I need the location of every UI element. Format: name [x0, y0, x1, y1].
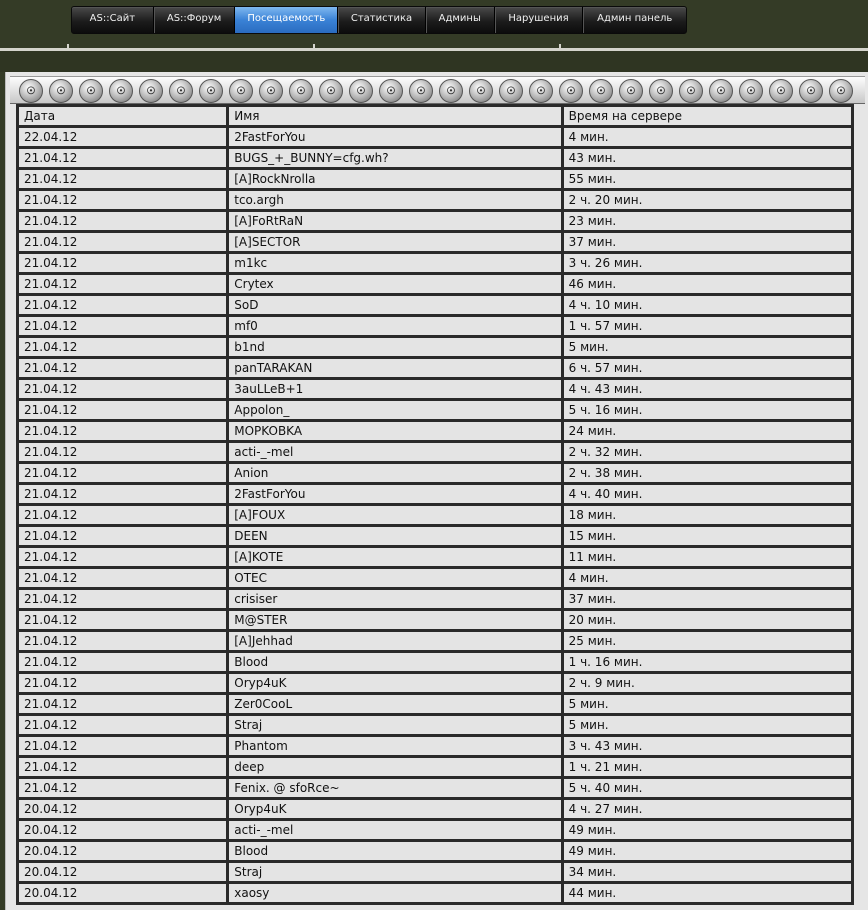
cell-date: 21.04.12 — [19, 653, 226, 671]
table-row — [19, 653, 851, 671]
cell-name: Straj — [229, 716, 560, 734]
table-row — [19, 569, 851, 587]
cell-name: Phantom — [229, 737, 560, 755]
cell-date: 21.04.12 — [19, 590, 226, 608]
cell-date: 21.04.12 — [19, 254, 226, 272]
cell-name: deep — [229, 758, 560, 776]
emblem-icon: ☉ — [349, 77, 379, 104]
cell-date: 20.04.12 — [19, 821, 226, 839]
cell-name: b1nd — [229, 338, 560, 356]
cell-name: acti-_-mel — [229, 443, 560, 461]
cell-name: BUGS_+_BUNNY=cfg.wh? — [229, 149, 560, 167]
cell-time: 49 мин. — [564, 821, 851, 839]
cell-time: 5 ч. 40 мин. — [564, 779, 851, 797]
table-row — [19, 254, 851, 272]
emblem-icon: ☉ — [289, 77, 319, 104]
cell-name: DEEN — [229, 527, 560, 545]
emblem-icon: ☉ — [49, 77, 79, 104]
cell-name: [A]FoRtRaN — [229, 212, 560, 230]
cell-time: 25 мин. — [564, 632, 851, 650]
emblem-icon: ☉ — [679, 77, 709, 104]
nav-admins[interactable]: Админы — [426, 7, 495, 33]
table-row — [19, 401, 851, 419]
table-row — [19, 737, 851, 755]
cell-date: 21.04.12 — [19, 506, 226, 524]
cell-time: 23 мин. — [564, 212, 851, 230]
cell-name: Appolon_ — [229, 401, 560, 419]
cell-name: SoD — [229, 296, 560, 314]
cell-name: Oryp4uK — [229, 674, 560, 692]
cell-name: crisiser — [229, 590, 560, 608]
cell-date: 20.04.12 — [19, 800, 226, 818]
cell-date: 21.04.12 — [19, 674, 226, 692]
table-row — [19, 611, 851, 629]
table-row — [19, 317, 851, 335]
cell-time: 4 мин. — [564, 128, 851, 146]
cell-time: 4 ч. 27 мин. — [564, 800, 851, 818]
cell-date: 21.04.12 — [19, 275, 226, 293]
cell-time: 3 ч. 26 мин. — [564, 254, 851, 272]
table-row — [19, 527, 851, 545]
nav-violations[interactable]: Нарушения — [495, 7, 584, 33]
emblem-icon: ☉ — [799, 77, 829, 104]
cell-time: 11 мин. — [564, 548, 851, 566]
cell-date: 21.04.12 — [19, 338, 226, 356]
table-row — [19, 485, 851, 503]
cell-date: 20.04.12 — [19, 884, 226, 902]
cell-name: Zer0CooL — [229, 695, 560, 713]
cell-time: 6 ч. 57 мин. — [564, 359, 851, 377]
cell-time: 46 мин. — [564, 275, 851, 293]
cell-name: [A]RockNrolla — [229, 170, 560, 188]
cell-name: 2FastForYou — [229, 128, 560, 146]
cell-time: 5 мин. — [564, 716, 851, 734]
cell-date: 21.04.12 — [19, 758, 226, 776]
cell-date: 21.04.12 — [19, 527, 226, 545]
cell-time: 18 мин. — [564, 506, 851, 524]
cell-name: 2FastForYou — [229, 485, 560, 503]
table-row — [19, 464, 851, 482]
cell-time: 1 ч. 21 мин. — [564, 758, 851, 776]
table-row — [19, 422, 851, 440]
cell-time: 15 мин. — [564, 527, 851, 545]
table-row — [19, 443, 851, 461]
emblem-icon: ☉ — [619, 77, 649, 104]
cell-date: 21.04.12 — [19, 401, 226, 419]
cell-date: 21.04.12 — [19, 233, 226, 251]
table-row — [19, 779, 851, 797]
cell-date: 21.04.12 — [19, 443, 226, 461]
table-row — [19, 863, 851, 881]
cell-date: 21.04.12 — [19, 485, 226, 503]
cell-name: acti-_-mel — [229, 821, 560, 839]
table-row — [19, 548, 851, 566]
content-panel — [5, 72, 868, 910]
emblem-icon: ☉ — [79, 77, 109, 104]
cell-date: 21.04.12 — [19, 611, 226, 629]
table-row — [19, 380, 851, 398]
table-row — [19, 191, 851, 209]
cell-time: 2 ч. 32 мин. — [564, 443, 851, 461]
cell-name: Anion — [229, 464, 560, 482]
cell-date: 21.04.12 — [19, 569, 226, 587]
emblem-icon: ☉ — [829, 77, 859, 104]
cell-time: 4 ч. 10 мин. — [564, 296, 851, 314]
nav-admin-panel[interactable]: Админ панель — [597, 13, 673, 24]
cell-date: 21.04.12 — [19, 212, 226, 230]
nav-site[interactable]: AS::Сайт — [72, 7, 154, 33]
cell-time: 4 мин. — [564, 569, 851, 587]
cell-date: 21.04.12 — [19, 464, 226, 482]
cell-time: 4 ч. 43 мин. — [564, 380, 851, 398]
emblem-icon: ☉ — [139, 77, 169, 104]
cell-name: [A]FOUX — [229, 506, 560, 524]
cell-name: Fenix. @ sfoRce~ — [229, 779, 560, 797]
table-row — [19, 233, 851, 251]
cell-time: 2 ч. 20 мин. — [564, 191, 851, 209]
cell-date: 21.04.12 — [19, 716, 226, 734]
emblem-icon: ☉ — [259, 77, 289, 104]
emblem-icon: ☉ — [529, 77, 559, 104]
cell-date: 21.04.12 — [19, 359, 226, 377]
cell-date: 21.04.12 — [19, 317, 226, 335]
cell-name: MOPKOBKA — [229, 422, 560, 440]
emblem-icon: ☉ — [469, 77, 499, 104]
emblem-icon: ☉ — [229, 77, 259, 104]
main-nav — [71, 6, 687, 34]
emblem-icon: ☉ — [499, 77, 529, 104]
cell-time: 5 мин. — [564, 695, 851, 713]
cell-date: 21.04.12 — [19, 737, 226, 755]
cell-time: 24 мин. — [564, 422, 851, 440]
emblem-icon: ☉ — [589, 77, 619, 104]
cell-date: 20.04.12 — [19, 863, 226, 881]
cell-date: 21.04.12 — [19, 779, 226, 797]
cell-time: 1 ч. 16 мин. — [564, 653, 851, 671]
cell-date: 21.04.12 — [19, 380, 226, 398]
cell-time: 55 мин. — [564, 170, 851, 188]
emblem-icon: ☉ — [409, 77, 439, 104]
table-row — [19, 590, 851, 608]
table-row — [19, 296, 851, 314]
cell-name: panTARAKAN — [229, 359, 560, 377]
cell-date: 21.04.12 — [19, 632, 226, 650]
cell-name: Crytex — [229, 275, 560, 293]
cell-time: 44 мин. — [564, 884, 851, 902]
table-row — [19, 842, 851, 860]
cell-name: [A]KOTE — [229, 548, 560, 566]
cell-time: 5 ч. 16 мин. — [564, 401, 851, 419]
cell-name: xaosy — [229, 884, 560, 902]
emblem-icon: ☉ — [709, 77, 739, 104]
table-row — [19, 800, 851, 818]
nav-forum[interactable]: AS::Форум — [154, 7, 236, 33]
cell-time: 2 ч. 38 мин. — [564, 464, 851, 482]
cell-time: 3 ч. 43 мин. — [564, 737, 851, 755]
emblem-icon: ☉ — [739, 77, 769, 104]
nav-statistics[interactable]: Статистика — [338, 7, 426, 33]
table-row — [19, 170, 851, 188]
divider-band — [0, 51, 868, 72]
cell-time: 1 ч. 57 мин. — [564, 317, 851, 335]
cell-time: 37 мин. — [564, 590, 851, 608]
emblem-icon: ☉ — [169, 77, 199, 104]
cell-date: 21.04.12 — [19, 149, 226, 167]
cell-time: 34 мин. — [564, 863, 851, 881]
table-row — [19, 884, 851, 902]
table-row — [19, 149, 851, 167]
emblem-icon: ☉ — [559, 77, 589, 104]
table-row — [19, 674, 851, 692]
cell-name: 3auLLeB+1 — [229, 380, 560, 398]
nav-attendance[interactable]: Посещаемость — [235, 7, 338, 33]
cell-date: 21.04.12 — [19, 170, 226, 188]
cell-date: 22.04.12 — [19, 128, 226, 146]
cell-date: 21.04.12 — [19, 548, 226, 566]
cell-date: 21.04.12 — [19, 695, 226, 713]
table-row — [19, 632, 851, 650]
cell-name: [A]SECTOR — [229, 233, 560, 251]
emblem-icon: ☉ — [199, 77, 229, 104]
cell-name: OTEC — [229, 569, 560, 587]
table-row — [19, 716, 851, 734]
cell-date: 21.04.12 — [19, 191, 226, 209]
cell-time: 37 мин. — [564, 233, 851, 251]
table-row — [19, 275, 851, 293]
cell-time: 5 мин. — [564, 338, 851, 356]
table-row — [19, 506, 851, 524]
emblem-icon: ☉ — [439, 77, 469, 104]
table-row — [19, 758, 851, 776]
cell-date: 21.04.12 — [19, 422, 226, 440]
emblem-icon: ☉ — [109, 77, 139, 104]
cell-name: Straj — [229, 863, 560, 881]
table-row — [19, 338, 851, 356]
cell-name: M@STER — [229, 611, 560, 629]
emblem-icon: ☉ — [379, 77, 409, 104]
column-header-name: Имя — [229, 107, 560, 125]
cell-name: Blood — [229, 842, 560, 860]
cell-name: [A]Jehhad — [229, 632, 560, 650]
column-header-date: Дата — [19, 107, 226, 125]
table-row — [19, 695, 851, 713]
cell-name: tco.argh — [229, 191, 560, 209]
column-header-time: Время на сервере — [564, 107, 851, 125]
cell-date: 20.04.12 — [19, 842, 226, 860]
cell-name: Oryp4uK — [229, 800, 560, 818]
cell-time: 49 мин. — [564, 842, 851, 860]
cell-time: 43 мин. — [564, 149, 851, 167]
table-row — [19, 128, 851, 146]
emblem-icon: ☉ — [649, 77, 679, 104]
cell-name: m1kc — [229, 254, 560, 272]
emblem-icon: ☉ — [769, 77, 799, 104]
decorative-emblem-strip — [10, 76, 865, 104]
table-header-row — [19, 107, 851, 125]
cell-time: 20 мин. — [564, 611, 851, 629]
attendance-table — [16, 104, 854, 905]
cell-time: 2 ч. 9 мин. — [564, 674, 851, 692]
table-row — [19, 359, 851, 377]
table-row — [19, 821, 851, 839]
cell-date: 21.04.12 — [19, 296, 226, 314]
emblem-icon: ☉ — [319, 77, 349, 104]
table-row — [19, 212, 851, 230]
cell-name: mf0 — [229, 317, 560, 335]
cell-name: Blood — [229, 653, 560, 671]
header-bar — [0, 0, 868, 48]
cell-time: 4 ч. 40 мин. — [564, 485, 851, 503]
emblem-icon: ☉ — [19, 77, 49, 104]
